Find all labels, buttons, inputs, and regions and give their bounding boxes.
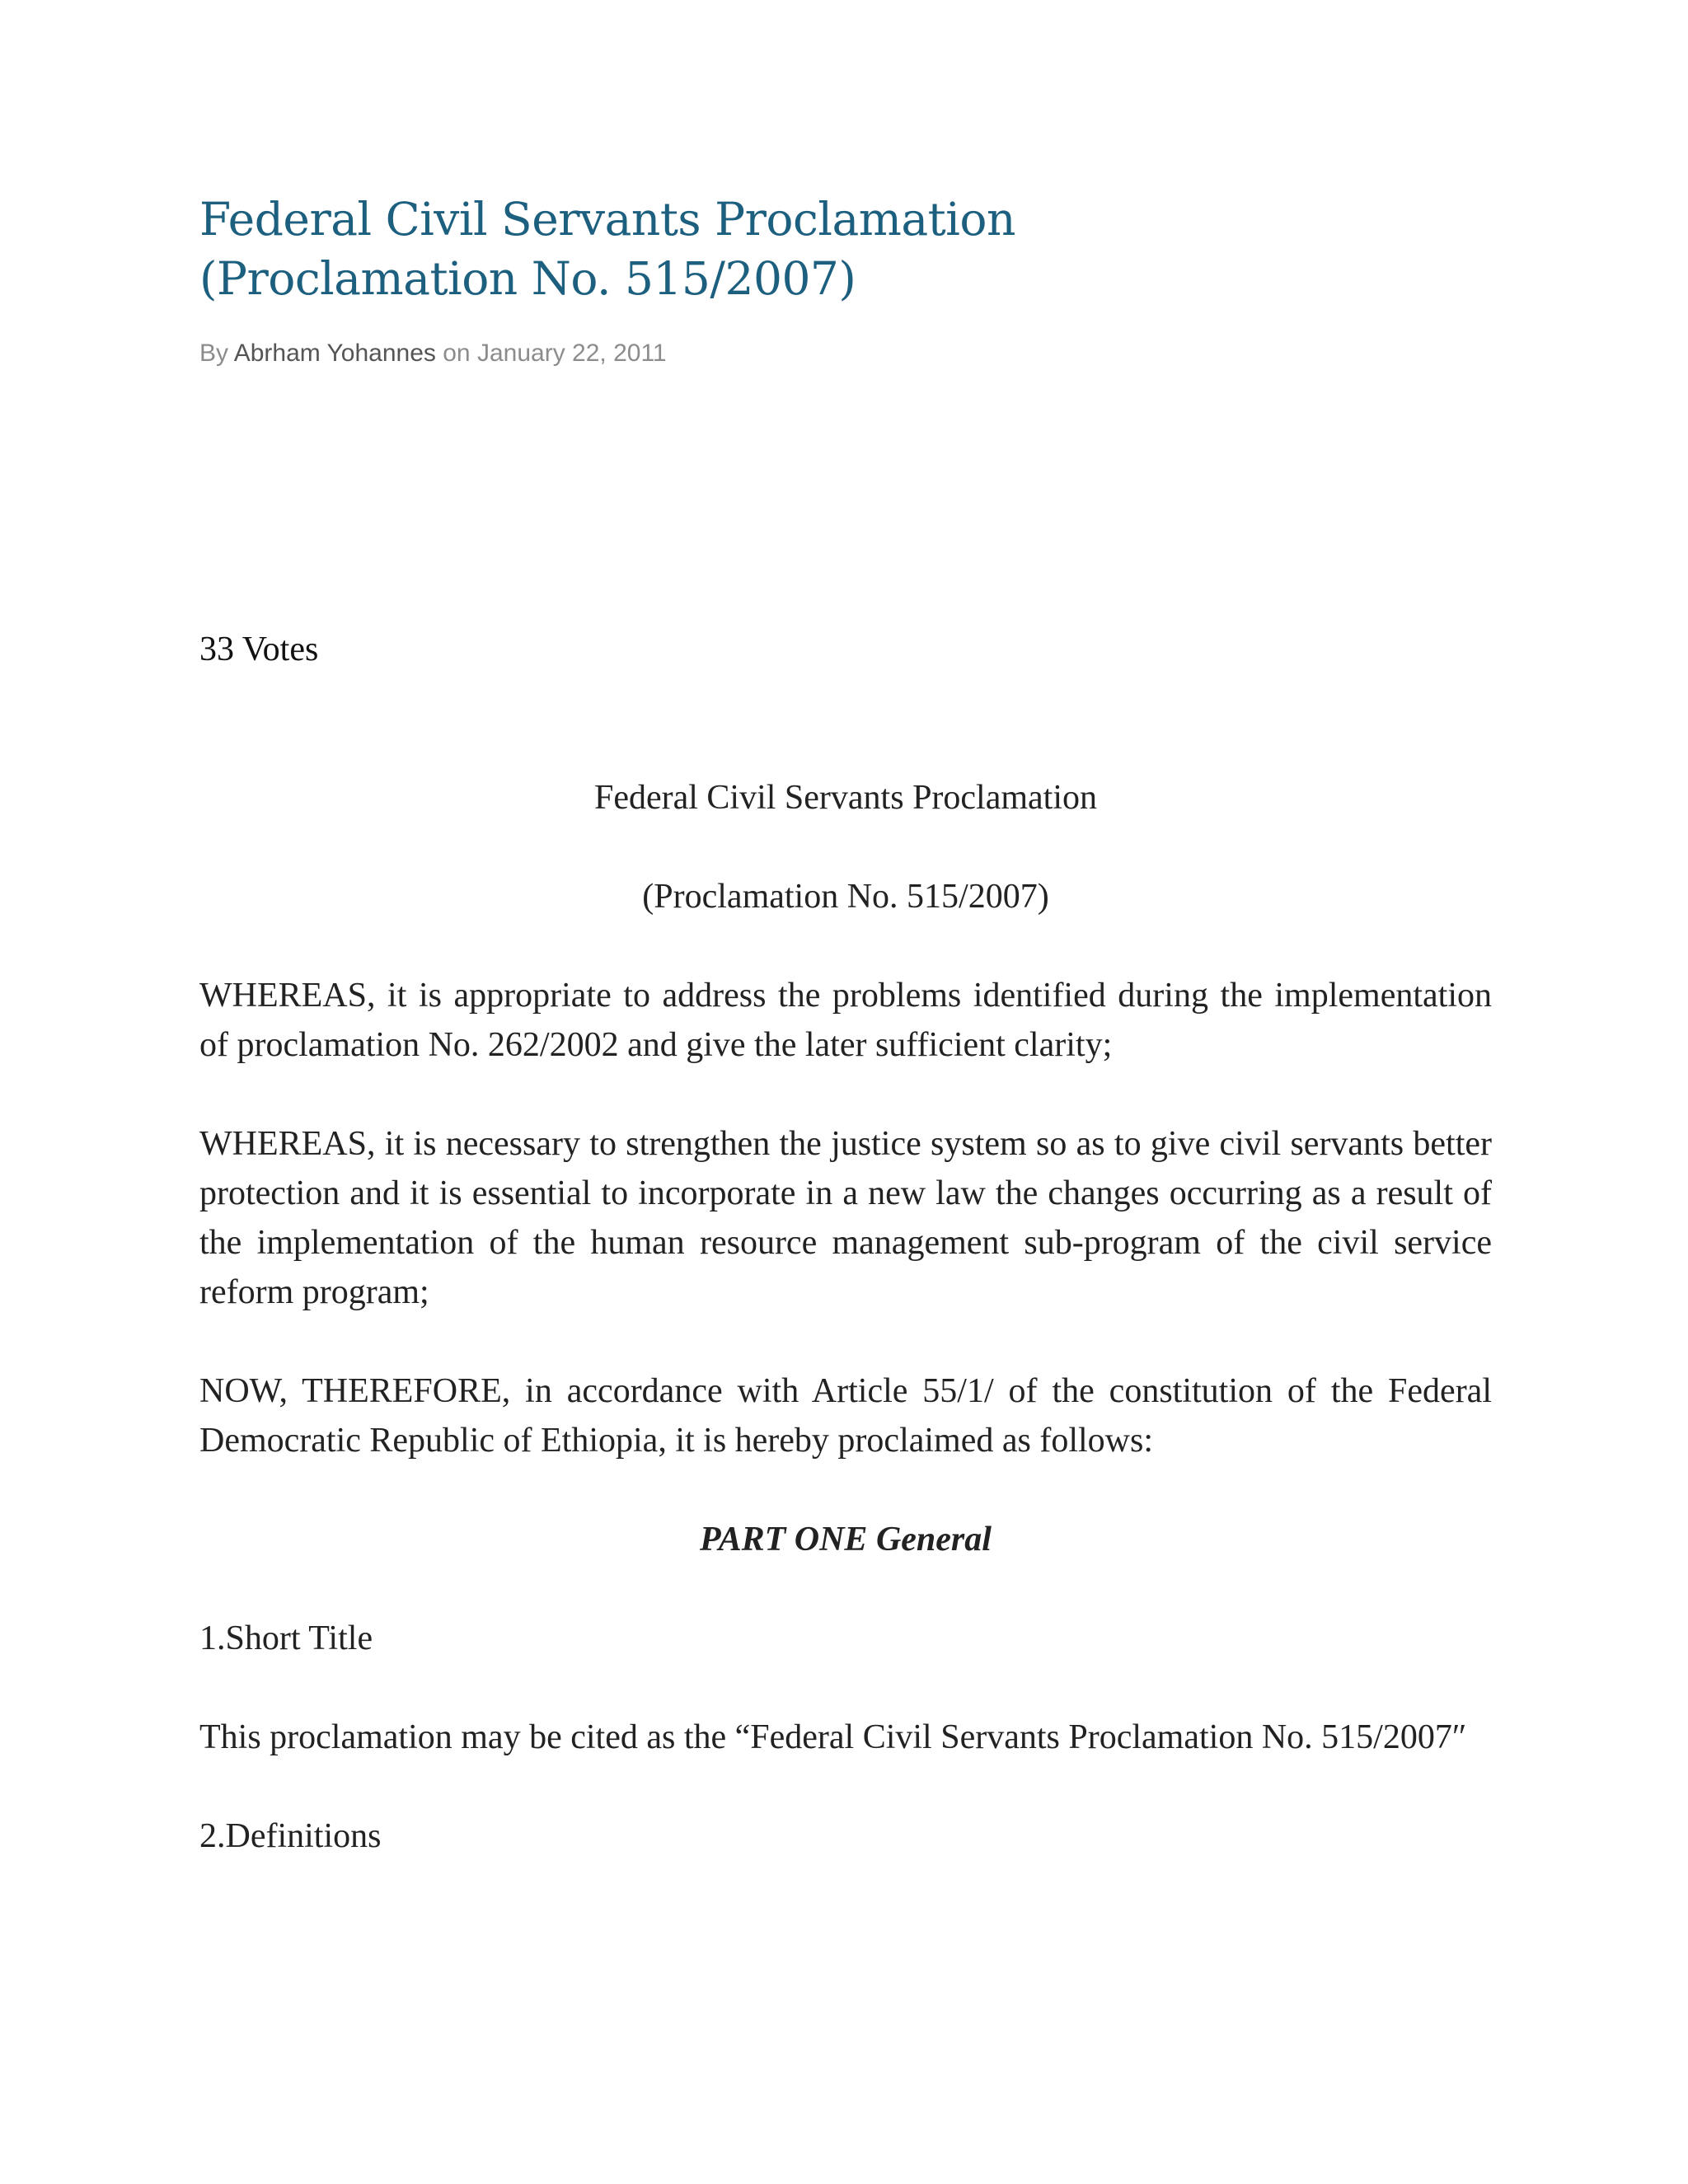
post-header — [199, 190, 1492, 368]
date-prefix: on — [443, 340, 471, 367]
section-title: 1.Short Title — [199, 1619, 373, 1657]
document-heading: Federal Civil Servants Proclamation — [593, 779, 1098, 817]
section-title: 2.Definitions — [199, 1817, 382, 1855]
post-title — [199, 190, 1271, 308]
votes-count: 33 Votes — [199, 630, 319, 668]
byline-prefix: By — [199, 340, 229, 367]
author-link[interactable]: Abrham Yohannes — [233, 340, 436, 367]
section-text: This proclamation may be cited as the “Federal Civil Servants Proclamation No. 515/2007″ — [199, 1718, 1467, 1756]
post-byline — [199, 340, 1492, 368]
preamble-paragraph: NOW, THEREFORE, in accordance with Article 55/1/ of the constitution of the Federal Democratic Republic of Ethiopia, it is hereby proclaimed as follows: — [199, 1372, 1492, 1460]
preamble-paragraph: WHEREAS, it is necessary to strengthen the justice system so as to give civil servants better protection and it is essential to incorporate in a new law the changes occurring as a result of the implementation of the human resource management sub-program of the civil service reform program; — [199, 1125, 1492, 1311]
post-date: January 22, 2011 — [476, 340, 667, 367]
document-subheading: (Proclamation No. 515/2007) — [642, 878, 1049, 916]
document-body — [199, 773, 1492, 1910]
post-title-link[interactable]: Federal Civil Servants Proclamation (Proclamation No. 515/2007) — [199, 193, 1015, 305]
part-heading: PART ONE General — [700, 1521, 992, 1558]
preamble-paragraph: WHEREAS, it is appropriate to address the problems identified during the implementation of proclamation No. 262/2002 and give the later sufficient clarity; — [199, 977, 1492, 1064]
